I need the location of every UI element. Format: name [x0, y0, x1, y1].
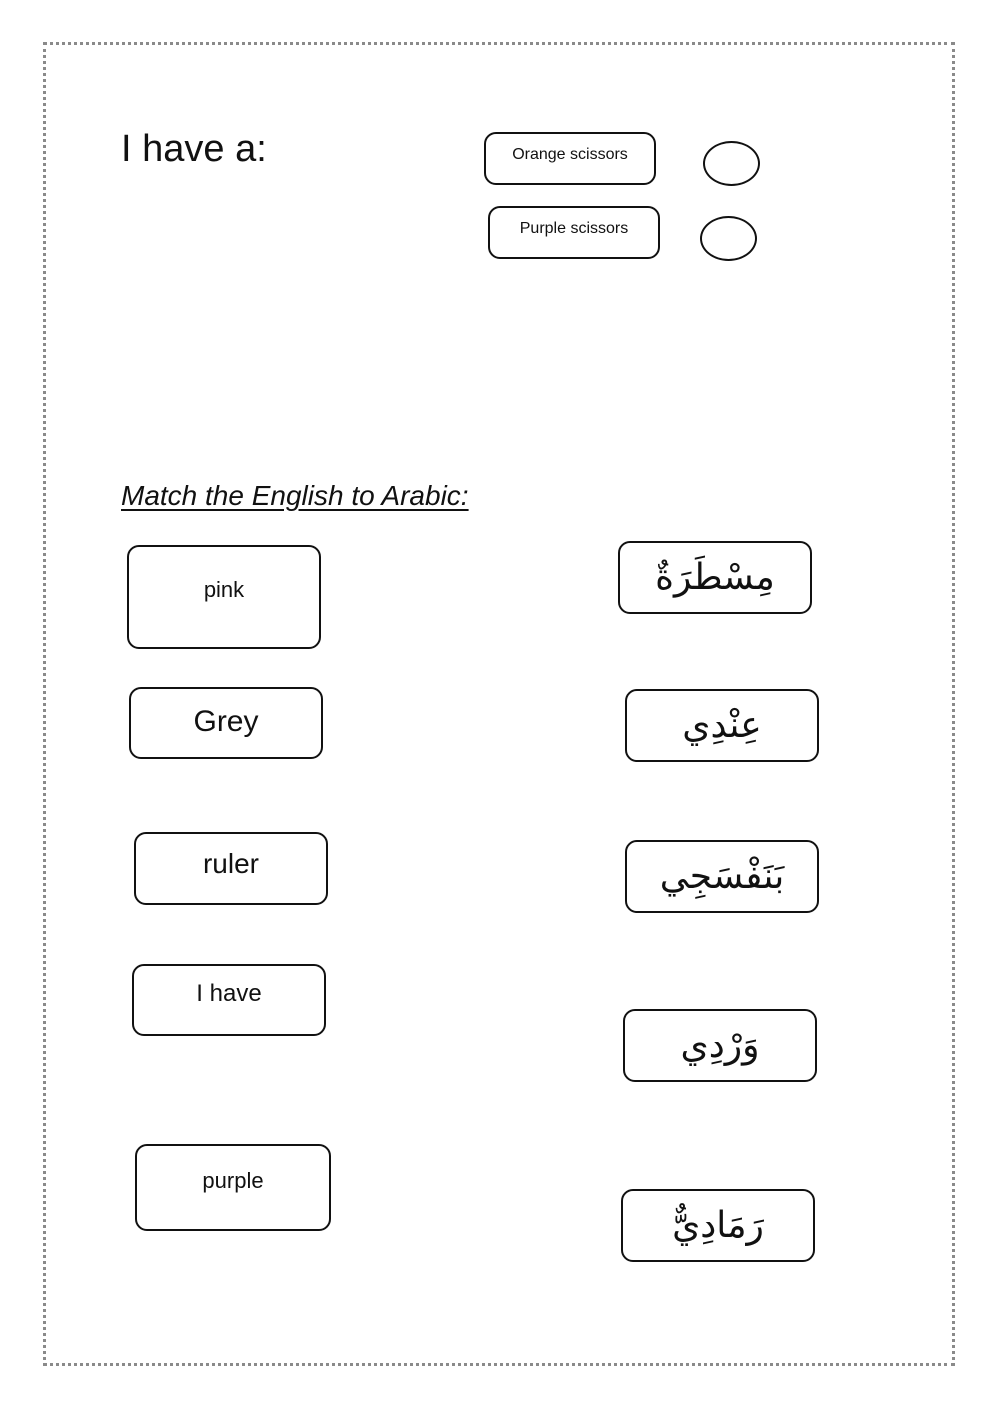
option-orange-scissors[interactable]: Orange scissors: [484, 132, 656, 185]
english-word-pink[interactable]: pink: [127, 545, 321, 649]
arabic-word-i-have[interactable]: عِنْدِي: [625, 689, 819, 762]
english-word-grey[interactable]: Grey: [129, 687, 323, 759]
arabic-word-pink[interactable]: وَرْدِي: [623, 1009, 817, 1082]
english-word-ruler[interactable]: ruler: [134, 832, 328, 905]
arabic-word-purple[interactable]: بَنَفْسَجِي: [625, 840, 819, 913]
english-word-purple[interactable]: purple: [135, 1144, 331, 1231]
arabic-word-grey[interactable]: رَمَادِيٌّ: [621, 1189, 815, 1262]
match-instruction: Match the English to Arabic:: [121, 480, 469, 511]
option-purple-scissors[interactable]: Purple scissors: [488, 206, 660, 259]
arabic-word-ruler[interactable]: مِسْطَرَةٌ: [618, 541, 812, 614]
option-orange-scissors-radio[interactable]: [703, 141, 760, 186]
english-word-i-have[interactable]: I have: [132, 964, 326, 1036]
page-title: I have a:: [121, 128, 267, 170]
option-purple-scissors-radio[interactable]: [700, 216, 757, 261]
